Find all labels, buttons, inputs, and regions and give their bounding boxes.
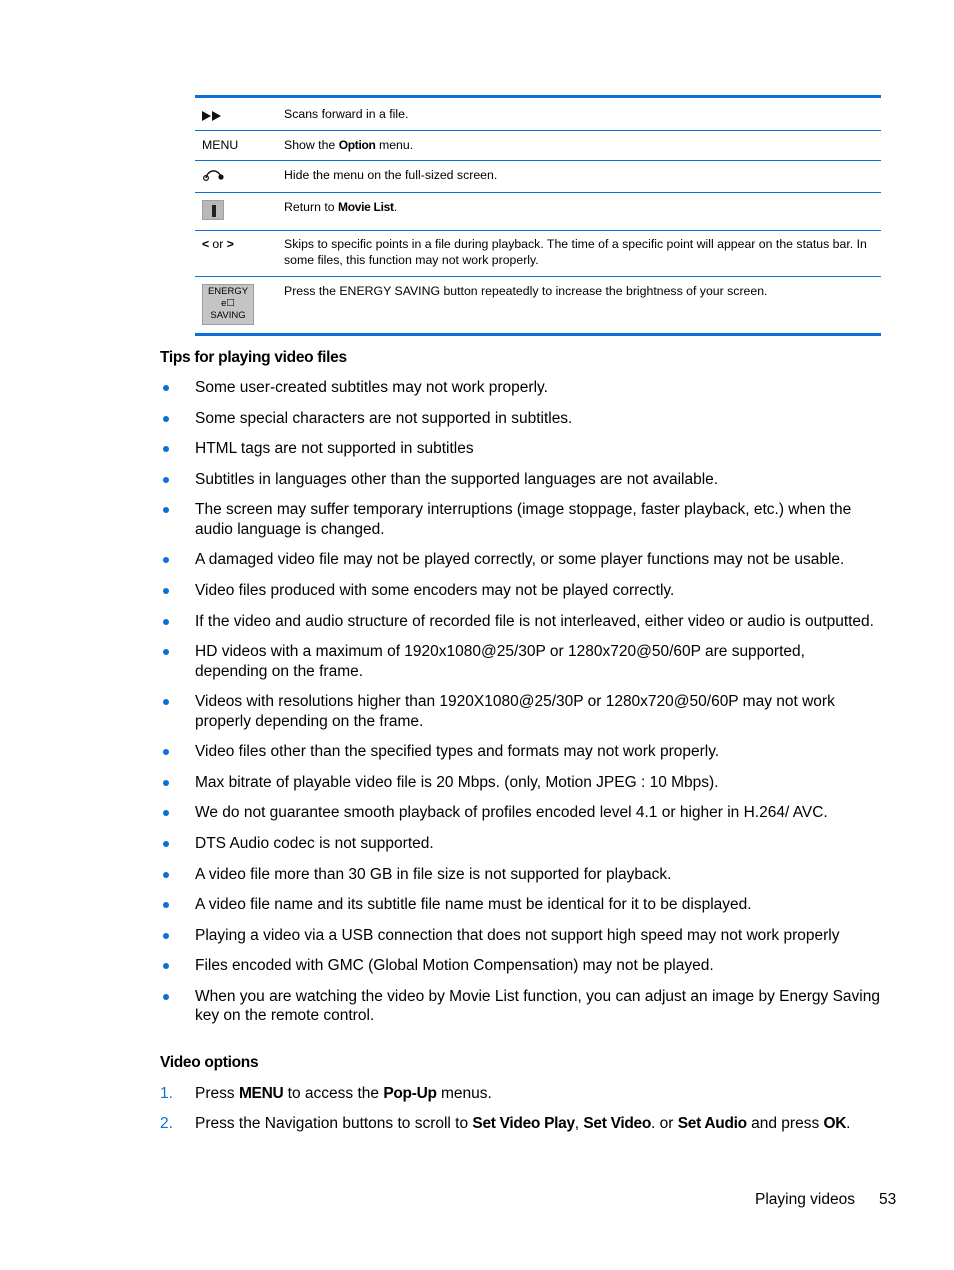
row-description: Skips to specific points in a file during playback. The time of a specific point will appear on the status bar. In some files, this function may not work properly. xyxy=(284,237,867,267)
list-item: HTML tags are not supported in subtitles xyxy=(160,439,880,458)
remote-key-table xyxy=(195,95,881,336)
key-label: MENU xyxy=(202,138,239,152)
list-item: Files encoded with GMC (Global Motion Compensation) may not be played. xyxy=(160,956,880,975)
bullet-icon xyxy=(163,699,169,705)
bullet-icon xyxy=(163,780,169,786)
bullet-icon xyxy=(163,810,169,816)
bullet-icon xyxy=(163,416,169,422)
row-description: Scans forward in a file. xyxy=(284,107,409,121)
bullet-icon xyxy=(163,619,169,625)
list-item: Playing a video via a USB connection that does not support high speed may not work properly xyxy=(160,926,880,945)
list-item: DTS Audio codec is not supported. xyxy=(160,834,880,853)
list-item: When you are watching the video by Movie List function, you can adjust an image by Energy Saving key on the remote control. xyxy=(160,987,880,1026)
key-label: < or > xyxy=(202,237,234,251)
bullet-icon xyxy=(163,933,169,939)
list-item: Video files other than the specified types and formats may not work properly. xyxy=(160,742,880,761)
table-row xyxy=(195,161,881,193)
bullet-icon xyxy=(163,902,169,908)
bullet-icon xyxy=(163,507,169,513)
row-description: Return to Movie List. xyxy=(284,200,398,214)
list-item: A video file more than 30 GB in file size is not supported for playback. xyxy=(160,865,880,884)
list-item: HD videos with a maximum of 1920x1080@25/30P or 1280x720@50/60P are supported, depending on the frame. xyxy=(160,642,880,681)
bullet-icon xyxy=(163,385,169,391)
row-description: Show the Option menu. xyxy=(284,138,414,152)
step-number: 1. xyxy=(160,1085,173,1102)
tips-list xyxy=(160,378,880,1037)
footer-section-title: Playing videos xyxy=(755,1191,855,1208)
tips-heading: Tips for playing video files xyxy=(160,349,347,366)
list-item: If the video and audio structure of recorded file is not interleaved, either video or audio is outputted. xyxy=(160,612,880,631)
exit-icon xyxy=(202,200,224,220)
bullet-icon xyxy=(163,963,169,969)
list-item: Max bitrate of playable video file is 20 Mbps. (only, Motion JPEG : 10 Mbps). xyxy=(160,773,880,792)
bullet-icon xyxy=(163,446,169,452)
bullet-icon xyxy=(163,477,169,483)
bullet-icon xyxy=(163,994,169,1000)
list-item: Some user-created subtitles may not work properly. xyxy=(160,378,880,397)
bullet-icon xyxy=(163,872,169,878)
list-item: Some special characters are not supported in subtitles. xyxy=(160,409,880,428)
video-options-steps xyxy=(160,1084,880,1145)
table-row xyxy=(195,131,881,161)
list-item: We do not guarantee smooth playback of profiles encoded level 4.1 or higher in H.264/ AVC. xyxy=(160,803,880,822)
back-icon xyxy=(202,166,226,186)
bullet-icon xyxy=(163,841,169,847)
bullet-icon xyxy=(163,649,169,655)
step-number: 2. xyxy=(160,1115,173,1133)
row-description: Press the ENERGY SAVING button repeatedly to increase the brightness of your screen. xyxy=(284,284,768,298)
video-options-heading: Video options xyxy=(160,1054,259,1071)
step-item: 1. Press MENU to access the Pop-Up menus. xyxy=(160,1085,492,1102)
fast-forward-icon xyxy=(202,109,222,125)
bullet-icon xyxy=(163,749,169,755)
row-description: Hide the menu on the full-sized screen. xyxy=(284,168,498,182)
bullet-icon xyxy=(163,588,169,594)
list-item: A damaged video file may not be played correctly, or some player functions may not be usable. xyxy=(160,550,880,569)
list-item: Subtitles in languages other than the supported languages are not available. xyxy=(160,470,880,489)
table-row xyxy=(195,231,881,277)
table-row xyxy=(195,277,881,335)
list-item: A video file name and its subtitle file name must be identical for it to be displayed. xyxy=(160,895,880,914)
bullet-icon xyxy=(163,557,169,563)
table-row xyxy=(195,193,881,231)
page-number: 53 xyxy=(879,1191,897,1208)
energy-saving-icon: ENERGY e☐ SAVING xyxy=(202,284,254,325)
step-item: 2. Press the Navigation buttons to scroll to Set Video Play, Set Video. or Set Audio and press OK. xyxy=(160,1115,851,1133)
list-item: Videos with resolutions higher than 1920X1080@25/30P or 1280x720@50/60P may not work properly depending on the frame. xyxy=(160,692,880,731)
table-row xyxy=(195,97,881,131)
list-item: The screen may suffer temporary interruptions (image stoppage, faster playback, etc.) when the audio language is changed. xyxy=(160,500,880,539)
list-item: Video files produced with some encoders may not be played correctly. xyxy=(160,581,880,600)
